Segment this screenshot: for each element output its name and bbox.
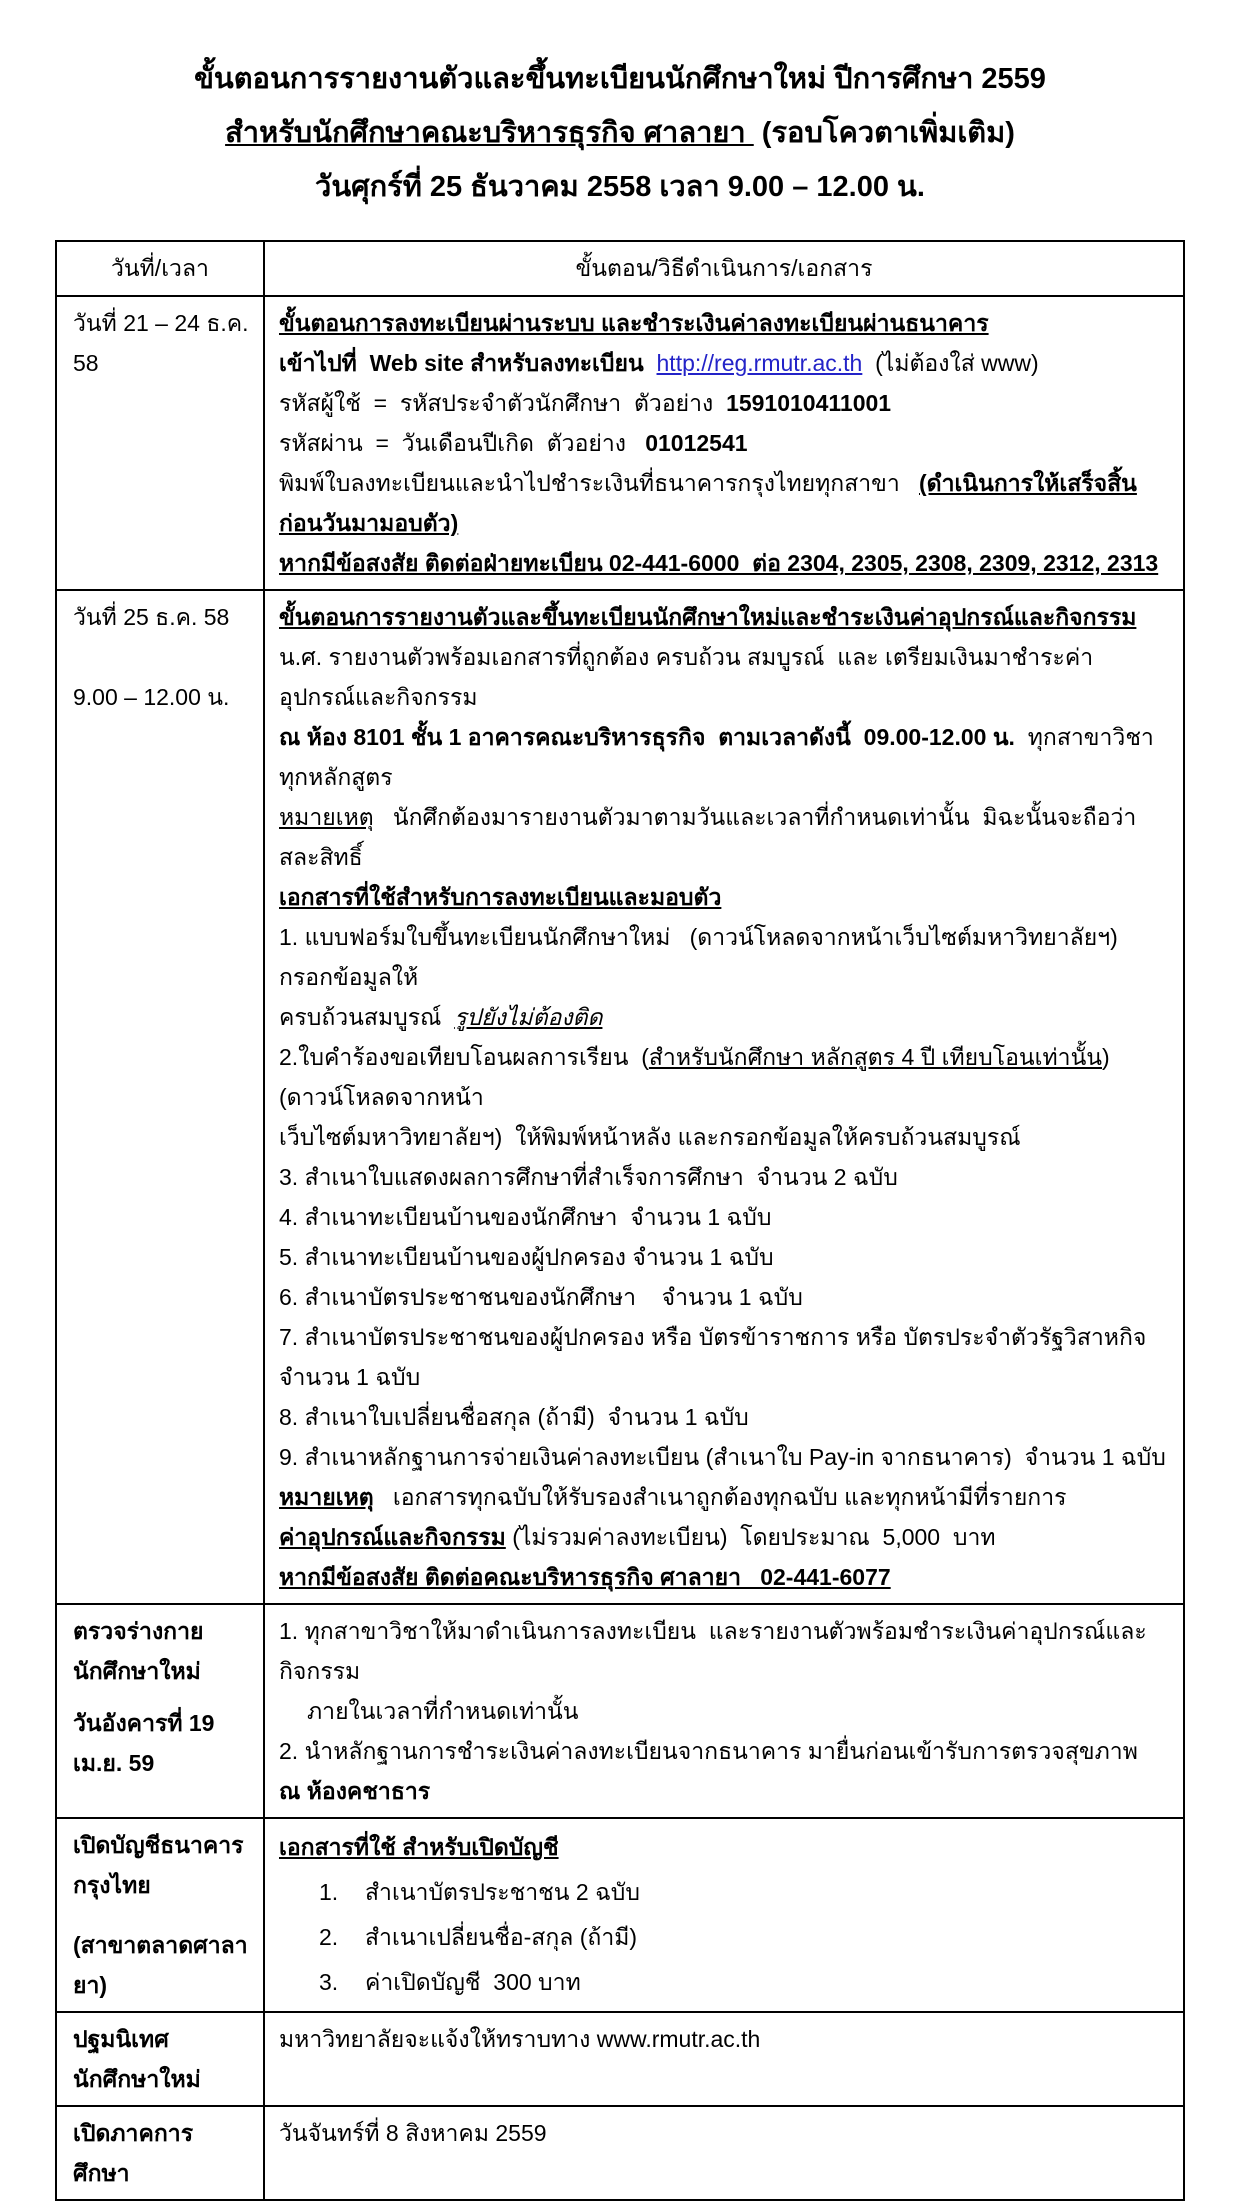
semester-start-label: เปิดภาคการศึกษา <box>73 2120 194 2186</box>
doc-item-7: 7. สำเนาบัตรประชาชนของผู้ปกครอง หรือ บัตรข้าราชการ หรือ บัตรประจำตัวรัฐวิสาหกิจ จำนวน 1 ฉบับ <box>279 1324 1153 1390</box>
bank-docs-heading: เอกสารที่ใช้ สำหรับเปิดบัญชี <box>279 1834 559 1860</box>
table-row-report-day <box>56 590 1184 1604</box>
registration-url-link[interactable]: http://reg.rmutr.ac.th <box>656 350 863 376</box>
birthdate-example: 01012541 <box>645 430 748 456</box>
date-cell <box>56 2106 264 2200</box>
bank-doc-item-2: 2. สำเนาเปลี่ยนชื่อ-สกุล (ถ้ามี) <box>319 1924 638 1950</box>
registrar-contact-line: หากมีข้อสงสัย ติดต่อฝ่ายทะเบียน 02-441-6000 ต่อ 2304, 2305, 2308, 2309, 2312, 2313 <box>279 550 1159 576</box>
table-row-semester-start <box>56 2106 1184 2200</box>
table-row-bank-account <box>56 1818 1184 2012</box>
report-time: 9.00 – 12.00 น. <box>73 684 230 710</box>
fee-line: ค่าอุปกรณ์และกิจกรรม (ไม่รวมค่าลงทะเบียน) โดยประมาณ 5,000 บาท <box>279 1524 996 1550</box>
title-line-3: วันศุกร์ที่ 25 ธันวาคม 2558 เวลา 9.00 – 12.00 น. <box>315 171 925 203</box>
faculty-contact-line: หากมีข้อสงสัย ติดต่อคณะบริหารธุรกิจ ศาลายา 02-441-6077 <box>279 1564 891 1590</box>
report-date: วันที่ 25 ธ.ค. 58 <box>73 604 230 630</box>
steps-cell <box>264 2012 1184 2106</box>
certify-note-line: หมายเหตุ เอกสารทุกฉบับให้รับรองสำเนาถูกต้องทุกฉบับ และทุกหน้ามีที่รายการ <box>279 1484 1067 1510</box>
doc-item-2: 2.ใบคำร้องขอเทียบโอนผลการเรียน (สำหรับนักศึกษา หลักสูตร 4 ปี เทียบโอนเท่านั้น) (ดาวน์โหลดจากหน้า <box>279 1044 1117 1110</box>
doc-item-4: 4. สำเนาทะเบียนบ้านของนักศึกษา จำนวน 1 ฉบับ <box>279 1204 772 1230</box>
section-heading: ขั้นตอนการลงทะเบียนผ่านระบบ และชำระเงินค่าลงทะเบียนผ่านธนาคาร <box>279 310 989 336</box>
table-row-online-registration <box>56 296 1184 590</box>
steps-cell <box>264 1818 1184 2012</box>
health-item-1: 1. ทุกสาขาวิชาให้มาดำเนินการลงทะเบียน และรายงานตัวพร้อมชำระเงินค่าอุปกรณ์และกิจกรรม <box>279 1618 1147 1684</box>
doc-item-3: 3. สำเนาใบแสดงผลการศึกษาที่สำเร็จการศึกษา จำนวน 2 ฉบับ <box>279 1164 898 1190</box>
room-line: ณ ห้อง 8101 ชั้น 1 อาคารคณะบริหารธุรกิจ ตามเวลาดังนี้ 09.00-12.00 น. ทุกสาขาวิชา ทุกหลักสูตร <box>279 724 1161 790</box>
steps-cell <box>264 296 1184 590</box>
doc-item-1-cont: ครบถ้วนสมบูรณ์ รูปยังไม่ต้องติด <box>279 1004 603 1030</box>
bank-branch: (สาขาตลาดศาลายา) <box>73 1932 248 1998</box>
orientation-label: ปฐมนิเทศนักศึกษาใหม่ <box>73 2026 201 2092</box>
student-id-example: 1591010411001 <box>726 390 892 416</box>
health-item-1-cont: ภายในเวลาที่กำหนดเท่านั้น <box>307 1698 579 1724</box>
bank-label: เปิดบัญชีธนาคารกรุงไทย <box>73 1832 244 1898</box>
document-title <box>55 52 1185 214</box>
date-cell <box>56 1604 264 1818</box>
table-header-date: วันที่/เวลา <box>56 241 264 296</box>
print-payment-line: พิมพ์ใบลงทะเบียนและนำไปชำระเงินที่ธนาคารกรุงไทยทุกสาขา (ดำเนินการให้เสร็จสิ้นก่อนวันมามอบตัว) <box>279 470 1137 536</box>
documents-heading: เอกสารที่ใช้สำหรับการลงทะเบียนและมอบตัว <box>279 884 722 910</box>
date-cell <box>56 2012 264 2106</box>
health-check-date: วันอังคารที่ 19 เม.ย. 59 <box>73 1710 215 1776</box>
doc-item-8: 8. สำเนาใบเปลี่ยนชื่อสกุล (ถ้ามี) จำนวน 1 ฉบับ <box>279 1404 749 1430</box>
steps-cell <box>264 2106 1184 2200</box>
date-range: วันที่ 21 – 24 ธ.ค. 58 <box>73 310 249 376</box>
orientation-info: มหาวิทยาลัยจะแจ้งให้ทราบทาง www.rmutr.ac.th <box>279 2026 761 2052</box>
doc-item-5: 5. สำเนาทะเบียนบ้านของผู้ปกครอง จำนวน 1 ฉบับ <box>279 1244 774 1270</box>
doc-item-1: 1. แบบฟอร์มใบขึ้นทะเบียนนักศึกษาใหม่ (ดาวน์โหลดจากหน้าเว็บไซต์มหาวิทยาลัยฯ) กรอกข้อมูลให้ <box>279 924 1125 990</box>
health-check-label: ตรวจร่างกายนักศึกษาใหม่ <box>73 1618 204 1684</box>
date-cell <box>56 590 264 1604</box>
doc-item-9: 9. สำเนาหลักฐานการจ่ายเงินค่าลงทะเบียน (สำเนาใบ Pay-in จากธนาคาร) จำนวน 1 ฉบับ <box>279 1444 1166 1470</box>
bank-doc-item-1: 1. สำเนาบัตรประชาชน 2 ฉบับ <box>319 1879 640 1905</box>
schedule-table <box>55 240 1185 2201</box>
report-instruction: น.ศ. รายงานตัวพร้อมเอกสารที่ถูกต้อง ครบถ้วน สมบูรณ์ และ เตรียมเงินมาชำระค่าอุปกรณ์และกิจกรรม <box>279 644 1094 710</box>
date-cell <box>56 1818 264 2012</box>
website-line: เข้าไปที่ Web site สำหรับลงทะเบียน http://reg.rmutr.ac.th (ไม่ต้องใส่ www) <box>279 350 1039 376</box>
title-line-2-underlined: สำหรับนักศึกษาคณะบริหารธุรกิจ ศาลายา <box>225 117 754 149</box>
username-line: รหัสผู้ใช้ = รหัสประจำตัวนักศึกษา ตัวอย่าง 1591010411001 <box>279 390 892 416</box>
steps-cell <box>264 1604 1184 1818</box>
table-row-orientation <box>56 2012 1184 2106</box>
password-line: รหัสผ่าน = วันเดือนปีเกิด ตัวอย่าง 01012541 <box>279 430 748 456</box>
doc-item-6: 6. สำเนาบัตรประชาชนของนักศึกษา จำนวน 1 ฉบับ <box>279 1284 803 1310</box>
steps-cell <box>264 590 1184 1604</box>
doc-item-2-cont: เว็บไซต์มหาวิทยาลัยฯ) ให้พิมพ์หน้าหลัง และกรอกข้อมูลให้ครบถ้วนสมบูรณ์ <box>279 1124 1021 1150</box>
note-line: หมายเหตุ นักศึกต้องมารายงานตัวมาตามวันและเวลาที่กำหนดเท่านั้น มิฉะนั้นจะถือว่าสละสิทธิ์ <box>279 804 1137 870</box>
title-line-1: ขั้นตอนการรายงานตัวและขึ้นทะเบียนนักศึกษาใหม่ ปีการศึกษา 2559 <box>194 63 1046 95</box>
title-line-2 <box>55 106 1185 160</box>
table-header-row <box>56 241 1184 296</box>
health-item-2: 2. นำหลักฐานการชำระเงินค่าลงทะเบียนจากธนาคาร มายื่นก่อนเข้ารับการตรวจสุขภาพ ณ ห้องคชาธาร <box>279 1738 1151 1804</box>
date-cell <box>56 296 264 590</box>
section-heading: ขั้นตอนการรายงานตัวและขึ้นทะเบียนนักศึกษาใหม่และชำระเงินค่าอุปกรณ์และกิจกรรม <box>279 604 1137 630</box>
title-line-2-rest: (รอบโควตาเพิ่มเติม) <box>753 117 1015 149</box>
health-check-room: ณ ห้องคชาธาร <box>279 1778 431 1804</box>
semester-start-date: วันจันทร์ที่ 8 สิงหาคม 2559 <box>279 2120 547 2146</box>
table-header-steps: ขั้นตอน/วิธีดำเนินการ/เอกสาร <box>264 241 1184 296</box>
table-row-health-check <box>56 1604 1184 1818</box>
bank-doc-item-3: 3. ค่าเปิดบัญชี 300 บาท <box>319 1969 581 1995</box>
